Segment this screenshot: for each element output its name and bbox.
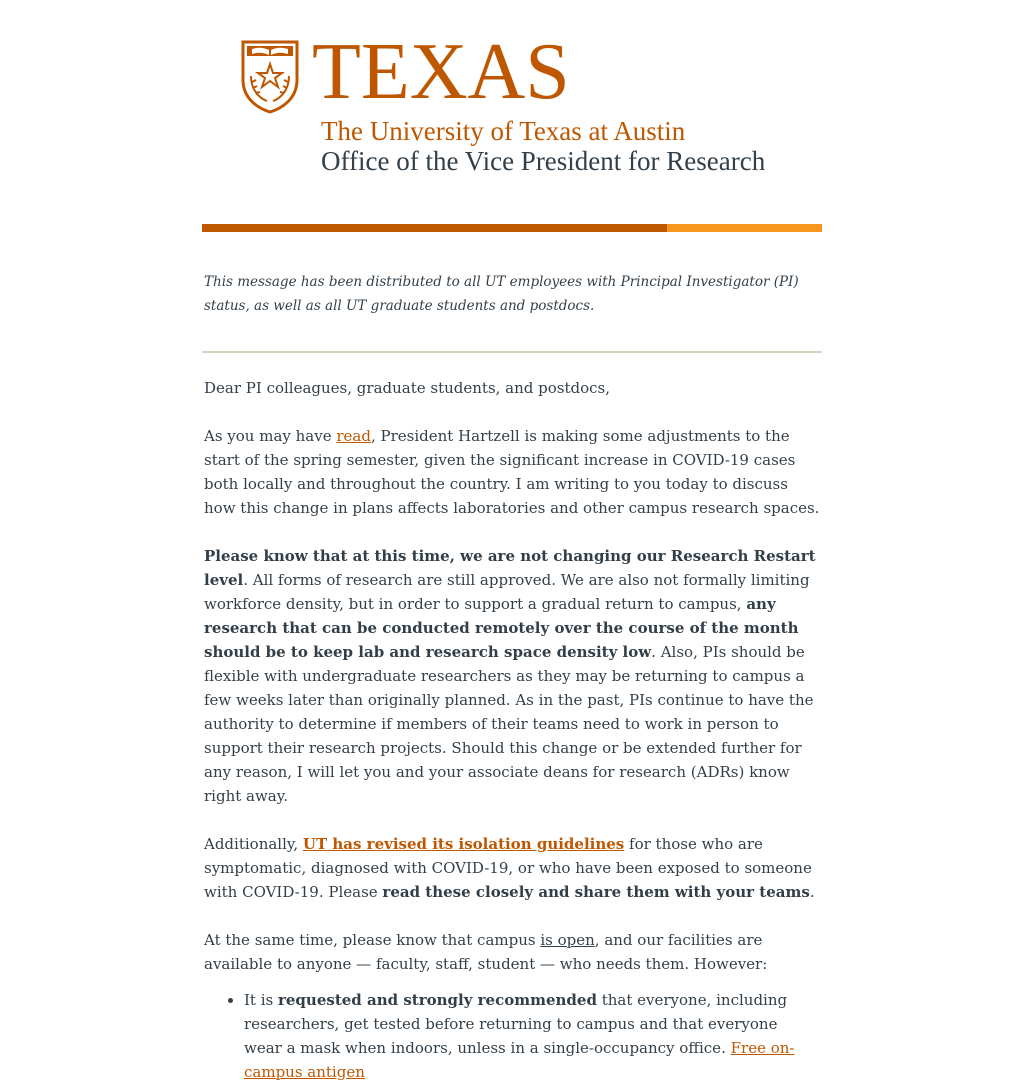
antigen-testing-link[interactable]: Free on-campus antigen (244, 1039, 795, 1081)
isolation-text: Additionally, (204, 835, 303, 853)
isolation-guidelines-link[interactable]: UT has revised its isolation guidelines (302, 835, 625, 853)
distribution-note: This message has been distributed to all UT employees with Principal Investigator (PI) status, as well as all UT graduate students and postdocs. (204, 274, 799, 314)
research-level-text: . All forms of research are still approved. We are also not formally limiting workforce density, but in order to support a gradual return to campus, (204, 571, 810, 613)
university-name: The University of Texas at Austin (321, 116, 686, 146)
bullet-text-2: that everyone, including researchers, get tested before returning to campus and that everyone wear a mask when indoors, unless in a single-occupancy office. (244, 991, 788, 1057)
bullet-text: It is (244, 991, 278, 1009)
color-bar-burnt-orange (202, 224, 667, 232)
guidance-list (204, 988, 820, 1084)
bullet-bold: requested and strongly recommended (277, 991, 597, 1009)
email-body (202, 0, 822, 1084)
research-level-text-2: . Also, PIs should be flexible with undergraduate researchers as they may be returning to campus a few weeks later than originally planned. As in the past, PIs continue to have the authority to determine if members of their teams need to work in person to support their research projects. Should this change or be extended further for any reason, I will let you and your associate deans for research (ADRs) know right away. (204, 643, 814, 805)
paragraph-isolation (204, 832, 820, 904)
read-link[interactable]: read (336, 427, 371, 445)
paragraph-campus-open (204, 928, 820, 976)
paragraph-research-level (204, 544, 820, 808)
divider (202, 351, 822, 353)
is-open-link[interactable]: is open (540, 931, 595, 949)
paragraph-intro (204, 424, 820, 520)
color-bar-light-orange (667, 224, 822, 232)
message-content (202, 376, 822, 1084)
ut-seal-icon (241, 40, 299, 114)
list-item (244, 988, 820, 1084)
header-logo (202, 0, 822, 222)
greeting: Dear PI colleagues, graduate students, and postdocs, (204, 379, 611, 397)
research-level-bold: Please know that at this time, we are not changing our Research Restart level (204, 547, 816, 589)
paragraph-intro-text: As you may have (204, 427, 337, 445)
remote-research-bold: any research that can be conducted remotely over the course of the month should be to keep lab and research space density low (204, 595, 799, 661)
campus-open-text-2: , and our facilities are available to anyone — faculty, staff, student — who needs them. However: (204, 931, 768, 973)
read-closely-bold: read these closely and share them with your teams (382, 883, 810, 901)
texas-wordmark: TEXAS (312, 28, 570, 116)
paragraph-intro-text-2: , President Hartzell is making some adjustments to the start of the spring semester, given the significant increase in COVID-19 cases both locally and throughout the country. I am writing to you today to discuss how this change in plans affects laboratories and other campus research spaces. (204, 427, 820, 517)
campus-open-text: At the same time, please know that campus (204, 931, 541, 949)
header-color-bar (202, 224, 822, 232)
office-name: Office of the Vice President for Research (321, 146, 766, 176)
isolation-text-3: . (809, 883, 815, 901)
isolation-text-2: for those who are symptomatic, diagnosed with COVID-19, or who have been exposed to someone with COVID-19. Please (204, 835, 812, 901)
